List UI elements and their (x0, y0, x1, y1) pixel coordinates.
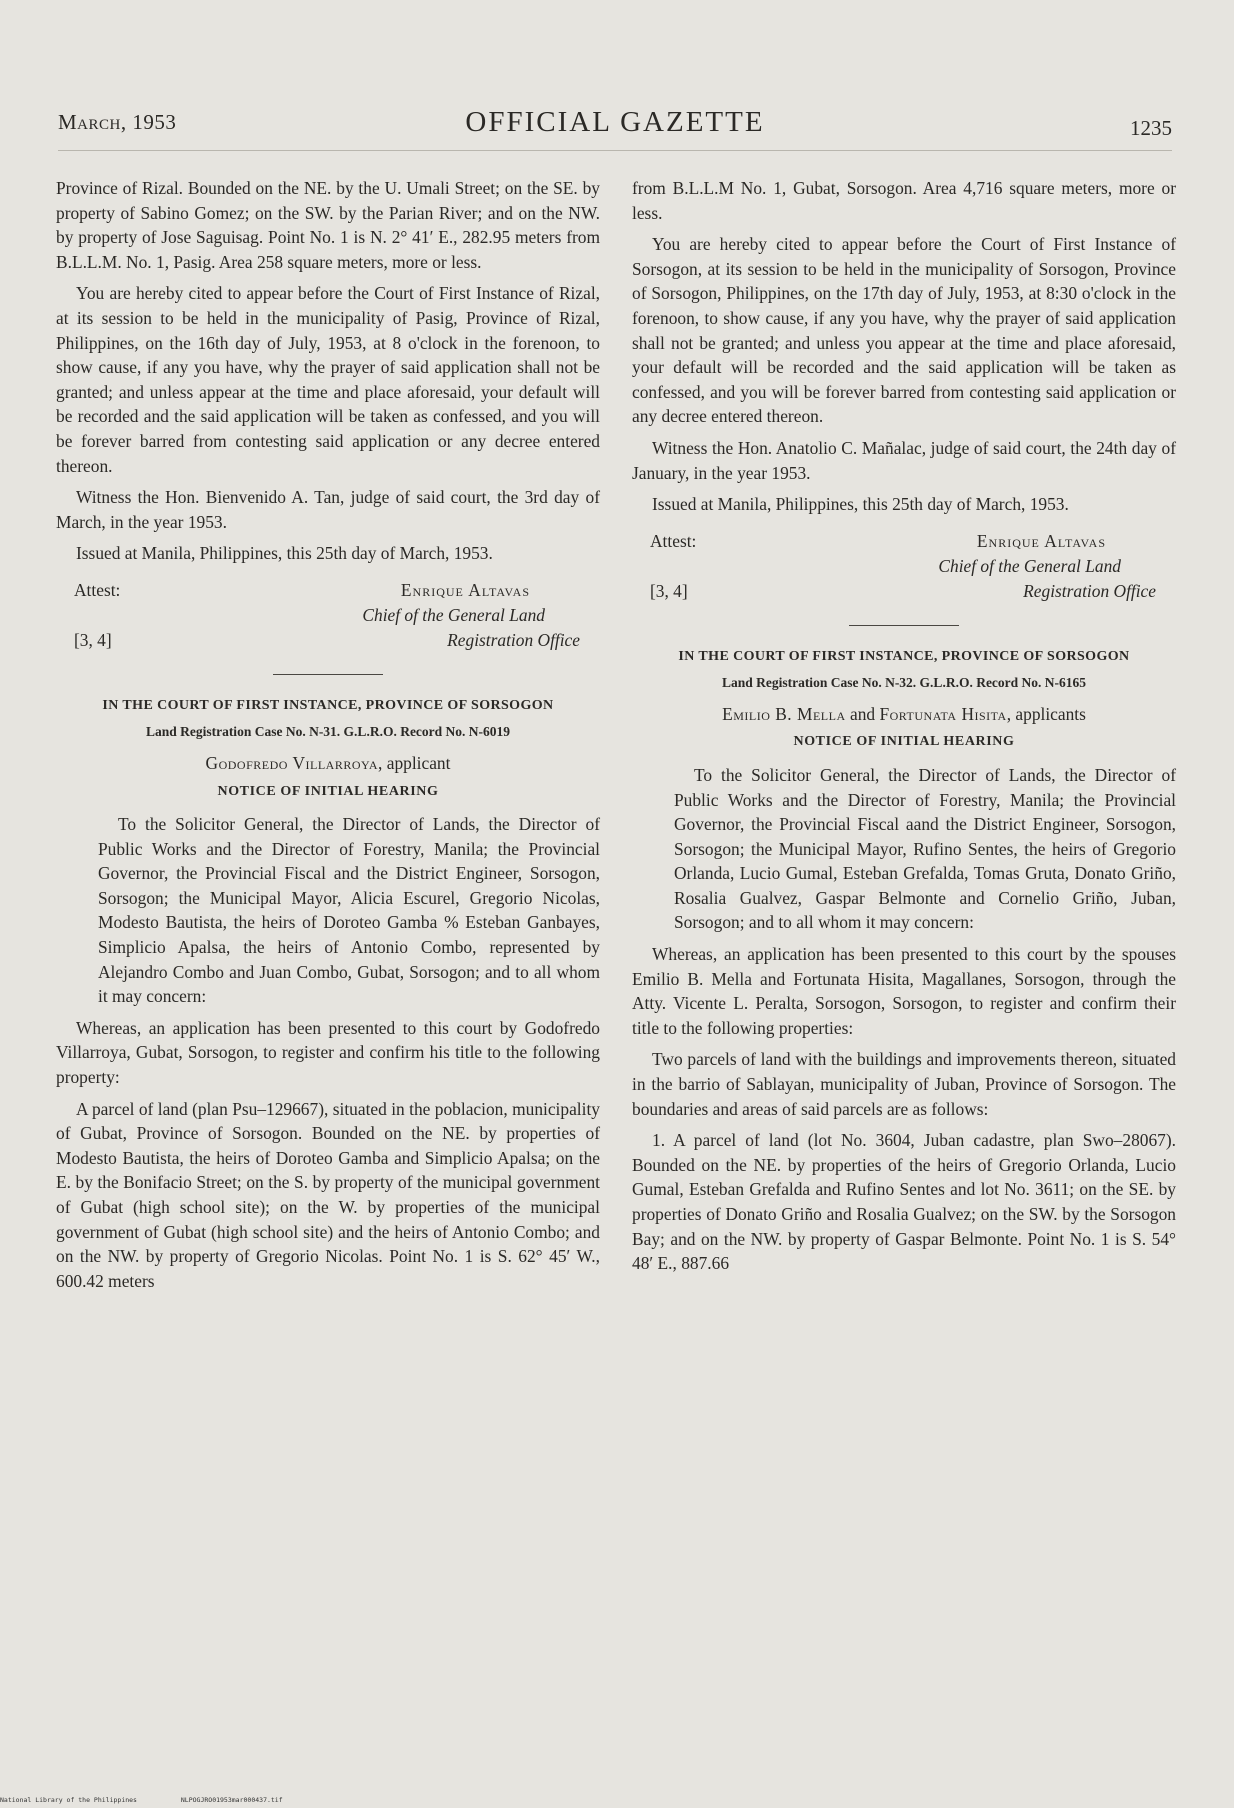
paragraph: Witness the Hon. Bienvenido A. Tan, judge of said court, the 3rd day of March, in the year 1953. (56, 487, 600, 532)
case-number: Land Registration Case No. N-32. G.L.R.O. Record No. N-6165 (721, 674, 1087, 690)
paragraph: Two parcels of land with the buildings and improvements thereon, situated in the barrio of Sablayan, municipality of Juban, Province of Sorsogon. The boundaries and areas of said parcels are as follows: (632, 1049, 1176, 1119)
court-heading: IN THE COURT OF FIRST INSTANCE, PROVINCE OF SORSOGON (102, 697, 554, 713)
paragraph: Whereas, an application has been presented to this court by Godofredo Villarroya, Gubat, Sorsogon, to register and confirm his title to the following property: (56, 1017, 600, 1088)
court-heading: IN THE COURT OF FIRST INSTANCE, PROVINCE OF SORSOGON (678, 648, 1130, 664)
applicant-line (56, 751, 600, 776)
publication-ref: [3, 4] (74, 629, 112, 650)
attest-title-line2: Registration Office (447, 629, 580, 650)
paragraph: Whereas, an application has been presented to this court by the spouses Emilio B. Mella and Fortunata Hisita, Magallanes, Sorsogon, through the Atty. Vicente L. Peralta, Sorsogon, Sorsogon, to register and confirm their title to the following properties: (632, 944, 1176, 1038)
attest-title-line2: Registration Office (1023, 580, 1156, 601)
section-divider (849, 625, 959, 626)
paragraph: from B.L.L.M No. 1, Gubat, Sorsogon. Area 4,716 square meters, more or less. (632, 178, 1176, 223)
applicant-suffix: , applicant (378, 752, 451, 773)
paragraph: Witness the Hon. Anatolio C. Mañalac, judge of said court, the 24th day of January, in the year 1953. (632, 437, 1176, 483)
header-page-number: 1235 (1130, 116, 1172, 140)
attest-label: Attest: (650, 530, 697, 551)
page-header (58, 104, 1172, 144)
notice-heading: NOTICE OF INITIAL HEARING (793, 734, 1015, 750)
attestation-block (632, 529, 1176, 607)
right-column (632, 176, 1176, 1283)
attest-label: Attest: (74, 579, 121, 600)
paragraph: Province of Rizal. Bounded on the NE. by the U. Umali Street; on the SE. by property of Sabino Gomez; on the SW. by the Parian River; and on the NW. by property of Jose Saguisag. Point No. 1 is N. 2° 41′ E., 282.95 meters from B.L.L.M. No. 1, Pasig. Area 258 square meters, more or less. (56, 178, 600, 272)
addressee-paragraph: To the Solicitor General, the Director of Lands, the Director of Public Works and the Director of Forestry, Manila; the Provincial Governor, the Provincial Fiscal and the District Engineer, Sorsogon, Sorsogon; the Municipal Mayor, Alicia Escurel, Gregorio Nicolas, Modesto Bautista, the heirs of Doroteo Gamba % Esteban Ganbayes, Simplicio Apalsa, the heirs of Antonio Combo, represented by Alejandro Combo and Juan Combo, Gubat, Sorsogon; and to all whom it may concern: (98, 814, 600, 1007)
applicant-name: Emilio B. Mella (722, 703, 846, 724)
applicant-line (632, 702, 1176, 727)
header-date: March, 1953 (58, 110, 177, 134)
addressee-paragraph: To the Solicitor General, the Director of Lands, the Director of Public Works and the Director of Forestry, Manila; the Provincial Governor, the Provincial Fiscal aand the District Engineer, Sorsogon, Sorsogon; the Municipal Mayor, Rufino Sentes, the heirs of Gregorio Orlanda, Lucio Gumal, Esteban Grefalda, Tomas Gruta, Donato Griño, Rosalia Gualvez, Gaspar Belmonte and Cornelio Griño, Juban, Sorsogon; and to all whom it may concern: (674, 764, 1176, 933)
notice-heading: NOTICE OF INITIAL HEARING (217, 783, 439, 799)
applicant-name: Godofredo Villarroya (205, 752, 379, 773)
case-number: Land Registration Case No. N-31. G.L.R.O. Record No. N-6019 (145, 723, 511, 739)
applicant-conjunction: and (845, 703, 880, 724)
header-title: OFFICIAL GAZETTE (465, 106, 765, 138)
paragraph: 1. A parcel of land (lot No. 3604, Juban cadastre, plan Swo–28067). Bounded on the NE. by properties of the heirs of Gregorio Orlanda, Lucio Gumal, Esteban Grefalda and Rufino Sentes and lot No. 3611; on the SE. by properties of Donato Griño and Rosalia Gualvez; on the SW. by the Sorsogon Bay; and on the NW. by property of Gaspar Belmonte. Point No. 1 is S. 54° 48′ E., 887.66 (632, 1130, 1176, 1274)
attest-title-line1: Chief of the General Land (938, 555, 1121, 576)
paragraph: Issued at Manila, Philippines, this 25th day of March, 1953. (76, 543, 493, 564)
footer-library: National Library of the Philippines (0, 1796, 137, 1804)
attest-signatory: Enrique Altavas (400, 579, 530, 600)
attest-signatory: Enrique Altavas (976, 530, 1106, 551)
attest-title-line1: Chief of the General Land (362, 604, 545, 625)
section-divider (273, 674, 383, 675)
paragraph: You are hereby cited to appear before the Court of First Instance of Sorsogon, at its session to be held in the municipality of Sorsogon, Province of Sorsogon, Philippines, on the 17th day of July, 1953, at 8:30 o'clock in the forenoon, to show cause, if any you have, why the prayer of said application shall not be granted; and unless you appear at the time and place aforesaid, your default will be recorded and the said application will be taken as confessed, and you will be forever barred from contesting said application or any decree entered thereon. (632, 234, 1176, 427)
publication-ref: [3, 4] (650, 580, 688, 601)
paragraph: A parcel of land (plan Psu–129667), situated in the poblacion, municipality of Gubat, Province of Sorsogon. Bounded on the NE. by properties of Modesto Bautista, the heirs of Doroteo Gamba and Simplicio Apalsa; on the E. by the Bonifacio Street; on the S. by property of the municipal government of Gubat (high school site); on the W. by properties of the municipal government of Gubat (high school site) and the heirs of Antonio Combo; and on the NW. by property of Gregorio Nicolas. Point No. 1 is S. 62° 45′ W., 600.42 meters (56, 1098, 600, 1291)
footer-filename: NLPOGJRO01953mar000437.tif (180, 1796, 283, 1804)
attestation-block (56, 578, 600, 656)
applicant-name: Fortunata Hisita (879, 703, 1007, 724)
header-rule (58, 150, 1172, 151)
applicant-suffix: , applicants (1006, 703, 1086, 724)
paragraph: Issued at Manila, Philippines, this 25th day of March, 1953. (652, 494, 1069, 515)
scan-footer (0, 1796, 323, 1804)
paragraph: You are hereby cited to appear before the Court of First Instance of Rizal, at its session to be held in the municipality of Pasig, Province of Rizal, Philippines, on the 16th day of July, 1953, at 8 o'clock in the forenoon, to show cause, if any you have, why the prayer of said application shall not be granted; and unless appear at the time and place aforesaid, your default will be recorded and the said application will be taken as confessed, and you will be forever barred from contesting said application or any decree entered thereon. (56, 283, 600, 476)
left-column (56, 176, 600, 1300)
